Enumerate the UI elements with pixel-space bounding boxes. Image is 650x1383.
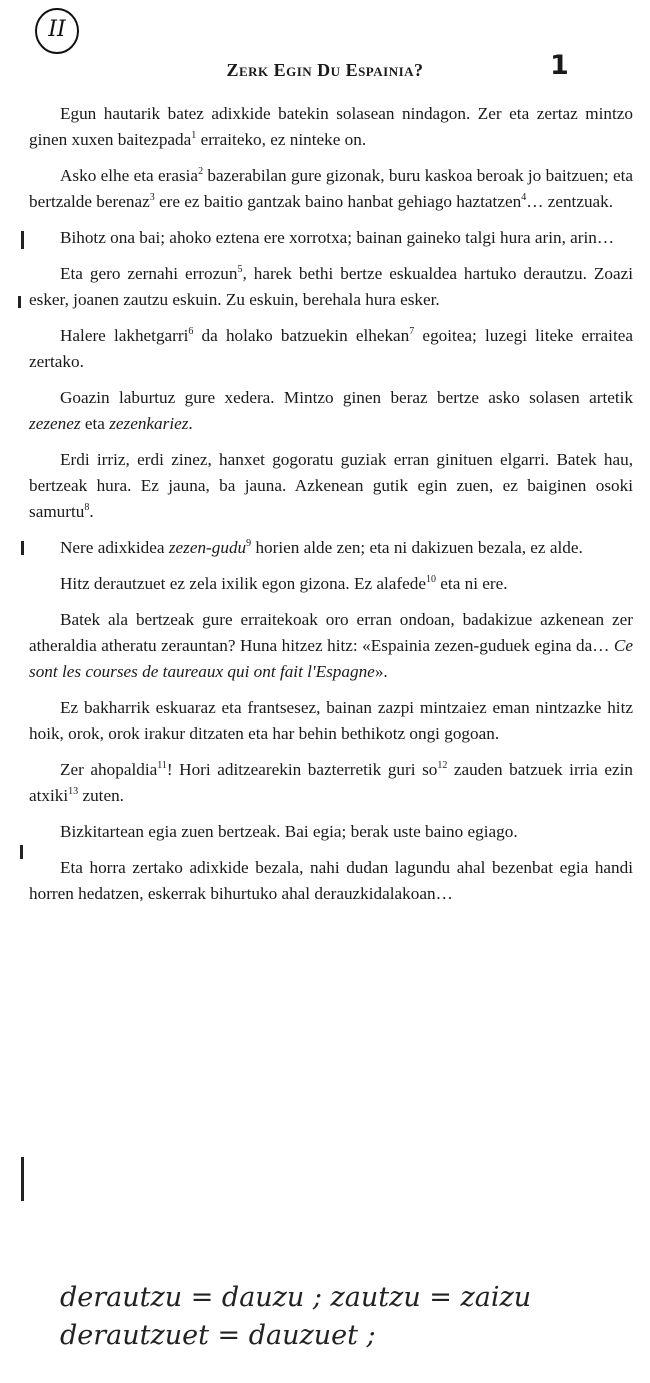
text-run: Asko elhe eta erasia — [60, 166, 199, 185]
circled-numeral-text: II — [48, 17, 66, 42]
footnote-marker: 12 — [437, 760, 448, 771]
text-run: Erdi irriz, erdi zinez, hanxet gogoratu guziak erran ginituen elgarri. Batek hau, bertzeak hura. Ez jauna, ba jauna. Azkenean gutik egin zuen, ez baiginen osoki samurtu — [29, 450, 633, 521]
text-run: Halere lakhetgarri — [60, 326, 189, 345]
text-run: bazerabilan gure gizonak, buru kaskoa beroak jo baitzuen; eta bertzalde berenaz — [29, 166, 633, 211]
text-run: Batek ala bertzeak gure erraitekoak oro erran ondoan, badakizue azkenean zer atheraldia atheratu zerauntan? Huna hitzez hitz: «Espainia zezen-guduek egina da… — [29, 610, 633, 655]
paragraph — [29, 101, 633, 153]
text-run: da holako batzuekin elhekan — [193, 326, 410, 345]
footnote-marker: 13 — [68, 786, 79, 797]
paragraph — [29, 535, 633, 561]
footnote-marker: 7 — [409, 326, 415, 337]
text-run: ! Hori aditzearekin bazterretik guri so — [166, 760, 438, 779]
paragraph — [29, 261, 633, 313]
text-run: Hitz derautzuet ez zela ixilik egon gizona. Ez alafede — [60, 574, 426, 593]
text-run: Bizkitartean egia zuen bertzeak. Bai egia; berak uste baino egiago. — [60, 822, 518, 841]
paragraph — [29, 323, 633, 375]
text-run: Egun hautarik batez adixkide batekin solasean nindagon. Zer eta zertaz mintzo ginen xuxen baitezpada — [29, 104, 633, 149]
handwritten-note: derautzuet = dauzuet ; — [60, 1320, 376, 1351]
text-run: zuten. — [78, 786, 124, 805]
margin-mark — [21, 231, 24, 249]
text-run: Eta gero zernahi errozun — [60, 264, 238, 283]
italic-text: zezen-gudu — [168, 538, 247, 557]
footnote-marker: 5 — [237, 264, 243, 275]
text-run: . — [89, 502, 94, 521]
text-run: egoitea; luzegi liteke erraitea zertako. — [29, 326, 633, 371]
margin-mark — [20, 845, 23, 859]
footnote-marker: 11 — [157, 760, 167, 771]
circled-numeral-mark — [32, 6, 82, 56]
margin-mark — [21, 1157, 24, 1201]
chapter-title: Zerk Egin Du Espainia? — [226, 60, 424, 80]
italic-text: zezenez — [29, 414, 81, 433]
paragraph — [29, 571, 633, 597]
paragraph — [29, 163, 633, 215]
text-run: eta ni ere. — [436, 574, 508, 593]
text-run: , harek bethi bertze eskualdea hartuko derautzu. Zoazi esker, joanen zautzu eskuin. Zu eskuin, berehala hura esker. — [29, 264, 633, 309]
text-run: . — [188, 414, 193, 433]
footnote-marker: 6 — [188, 326, 194, 337]
handwritten-note: derautzu = dauzu ; zautzu = zaizu — [60, 1282, 532, 1313]
footnote-marker: 8 — [84, 502, 90, 513]
text-run: Bihotz ona bai; ahoko eztena ere xorrotxa; bainan gaineko talgi hura arin, arin… — [60, 228, 615, 247]
paragraph — [29, 225, 633, 251]
paragraph — [29, 819, 633, 845]
margin-mark — [21, 541, 24, 555]
footnote-marker: 9 — [246, 538, 252, 549]
text-run: zauden batzuek irria ezin atxiki — [29, 760, 633, 805]
footnote-marker: 3 — [149, 192, 155, 203]
text-run: horien alde zen; eta ni dakizuen bezala, ez alde. — [251, 538, 583, 557]
text-run: ». — [374, 662, 388, 681]
text-run: Goazin laburtuz gure xedera. Mintzo ginen beraz bertze asko solasen artetik — [60, 388, 633, 407]
body-text — [29, 101, 633, 917]
text-run: … zentzuak. — [526, 192, 614, 211]
text-run: ere ez baitio gantzak baino hanbat gehiago haztatzen — [154, 192, 522, 211]
footnote-marker: 2 — [198, 166, 204, 177]
paragraph — [29, 607, 633, 685]
italic-text: zezenkariez — [109, 414, 189, 433]
text-run: Zer ahopaldia — [60, 760, 158, 779]
paragraph — [29, 695, 633, 747]
page-number: 1 — [550, 50, 569, 81]
italic-text: Ce sont les courses de taureaux qui ont fait l'Espagne — [29, 636, 633, 681]
text-run: erraiteko, ez ninteke on. — [196, 130, 367, 149]
footnote-marker: 4 — [521, 192, 527, 203]
footnote-marker: 10 — [426, 574, 436, 585]
paragraph — [29, 855, 633, 907]
footnote-marker: 1 — [191, 130, 197, 141]
text-run: eta — [80, 414, 110, 433]
paragraph — [29, 757, 633, 809]
paragraph — [29, 385, 633, 437]
text-run: Eta horra zertako adixkide bezala, nahi dudan lagundu ahal bezenbat egia handi horren hedatzen, eskerrak bihurtuko ahal derauzkidalakoan… — [29, 858, 633, 903]
paragraph — [29, 447, 633, 525]
text-run: Ez bakharrik eskuaraz eta frantsesez, bainan zazpi mintzaiez eman nintzazke hitz hoik, orok, orok irakur ditzaten eta har behin bethikotz ongi gogoan. — [29, 698, 633, 743]
margin-mark — [18, 296, 21, 308]
text-run: Nere adixkidea — [60, 538, 169, 557]
